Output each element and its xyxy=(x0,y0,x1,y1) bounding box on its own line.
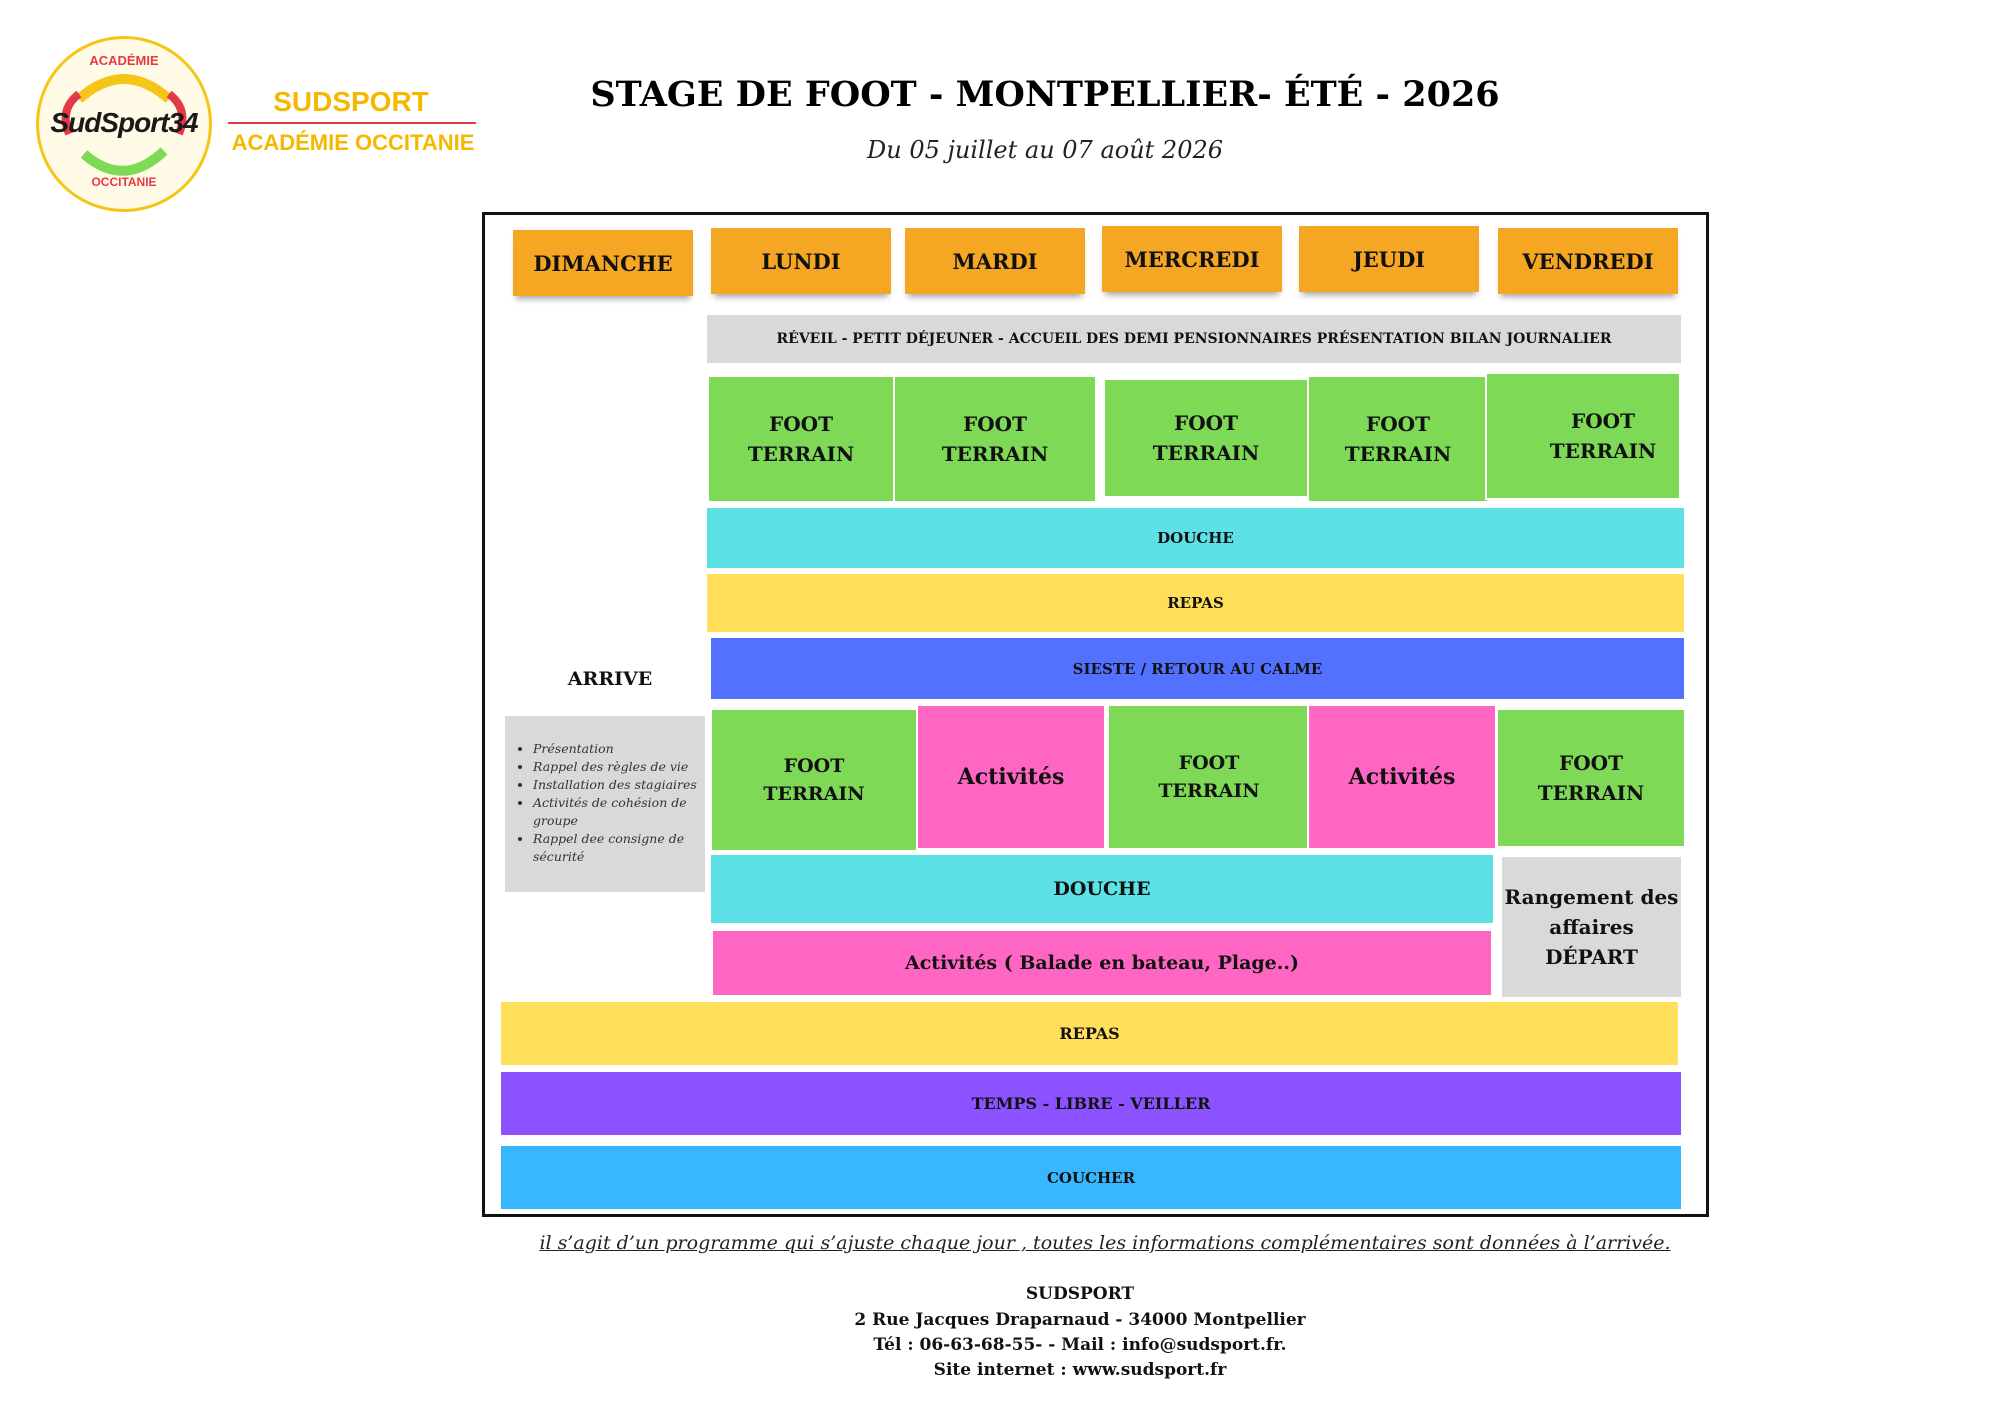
note-item: • Rappel dee consigne de sécurité xyxy=(533,830,699,866)
foot-line2: TERRAIN xyxy=(1152,441,1260,465)
repas-row: REPAS xyxy=(707,574,1684,632)
foot-line1: FOOT xyxy=(963,412,1027,436)
depart-line1: Rangement des xyxy=(1504,885,1679,909)
foot-line1: FOOT xyxy=(1174,411,1238,435)
foot-line1: FOOT xyxy=(1366,412,1430,436)
foot-line2: TERRAIN xyxy=(747,442,855,466)
foot-line1: FOOT xyxy=(769,412,833,436)
morning-intro-row: RÉVEIL - PETIT DÉJEUNER - ACCUEIL DES DEMI PENSIONNAIRES PRÉSENTATION BILAN JOURNALIER xyxy=(707,315,1681,363)
note-item: • Activités de cohésion de groupe xyxy=(533,794,699,830)
foot-line2: TERRAIN xyxy=(1537,781,1645,805)
logo-bottom-text: OCCITANIE xyxy=(91,175,157,189)
foot-line2: TERRAIN xyxy=(941,442,1049,466)
brand-divider xyxy=(228,122,476,124)
douche-row: DOUCHE xyxy=(707,508,1684,568)
arrive-label: ARRIVE xyxy=(567,668,653,690)
day-header-lundi: LUNDI xyxy=(711,228,891,294)
footer-company: SUDSPORT xyxy=(1025,1284,1135,1304)
depart-line3: DÉPART xyxy=(1545,945,1638,969)
foot-terrain-vendredi-morning xyxy=(1485,372,1681,500)
day-header-dimanche: DIMANCHE xyxy=(513,230,693,296)
sieste-row: SIESTE / RETOUR AU CALME xyxy=(711,638,1684,699)
page-subtitle: Du 05 juillet au 07 août 2026 xyxy=(866,136,1224,164)
foot-line2: TERRAIN xyxy=(1158,780,1260,802)
coucher-row: COUCHER xyxy=(501,1146,1681,1209)
foot-line2: TERRAIN xyxy=(763,783,865,805)
day-header-mercredi: MERCREDI xyxy=(1102,226,1282,292)
foot-terrain-mardi-morning xyxy=(893,375,1097,503)
foot-terrain-mercredi-afternoon xyxy=(1107,704,1311,850)
activites-mardi: Activités xyxy=(916,704,1106,850)
foot-terrain-jeudi-morning xyxy=(1307,375,1489,503)
footer-website: Site internet : www.sudsport.fr xyxy=(933,1360,1227,1380)
foot-terrain-lundi-morning xyxy=(707,375,895,503)
foot-terrain-lundi-afternoon xyxy=(710,708,918,852)
repas-evening-row: REPAS xyxy=(501,1002,1678,1065)
foot-line2: TERRAIN xyxy=(1549,439,1657,463)
depart-box xyxy=(1502,857,1681,997)
douche-afternoon-row: DOUCHE xyxy=(711,855,1493,923)
temps-libre-row: TEMPS - LIBRE - VEILLER xyxy=(501,1072,1681,1135)
foot-line1: FOOT xyxy=(783,754,845,777)
brand-name: SUDSPORT xyxy=(273,86,429,117)
foot-line1: FOOT xyxy=(1571,409,1635,433)
depart-line2: affaires xyxy=(1549,915,1634,939)
day-header-vendredi: VENDREDI xyxy=(1498,228,1678,294)
day-header-jeudi: JEUDI xyxy=(1299,226,1479,292)
sunday-notes-list xyxy=(511,740,699,866)
logo-main-text: SudSport34 xyxy=(50,107,198,138)
brand-subtitle: ACADÉMIE OCCITANIE xyxy=(231,130,475,155)
foot-line1: FOOT xyxy=(1178,751,1240,774)
note-item: • Présentation xyxy=(533,740,699,758)
footer-contact: Tél : 06-63-68-55- - Mail : info@sudsport.fr. xyxy=(873,1335,1287,1355)
foot-terrain-vendredi-afternoon xyxy=(1496,708,1686,848)
sunday-notes-box xyxy=(505,716,705,892)
foot-terrain-mercredi-morning xyxy=(1103,378,1309,498)
note-item: • Rappel des règles de vie xyxy=(533,758,699,776)
footer-address: 2 Rue Jacques Draparnaud - 34000 Montpellier xyxy=(854,1310,1306,1330)
academy-logo xyxy=(36,36,212,212)
foot-line2: TERRAIN xyxy=(1344,442,1452,466)
activites-outing-row: Activités ( Balade en bateau, Plage..) xyxy=(711,929,1493,997)
foot-line1: FOOT xyxy=(1559,751,1623,775)
activites-jeudi: Activités xyxy=(1307,704,1497,850)
program-note: il s’agit d’un programme qui s’ajuste chaque jour , toutes les informations complémentaires sont données à l’arrivée. xyxy=(539,1232,1671,1254)
note-item: • Installation des stagiaires xyxy=(533,776,699,794)
day-header-mardi: MARDI xyxy=(905,228,1085,294)
logo-top-text: ACADÉMIE xyxy=(89,53,159,68)
page-title: STAGE DE FOOT - MONTPELLIER- ÉTÉ - 2026 xyxy=(590,74,1500,115)
